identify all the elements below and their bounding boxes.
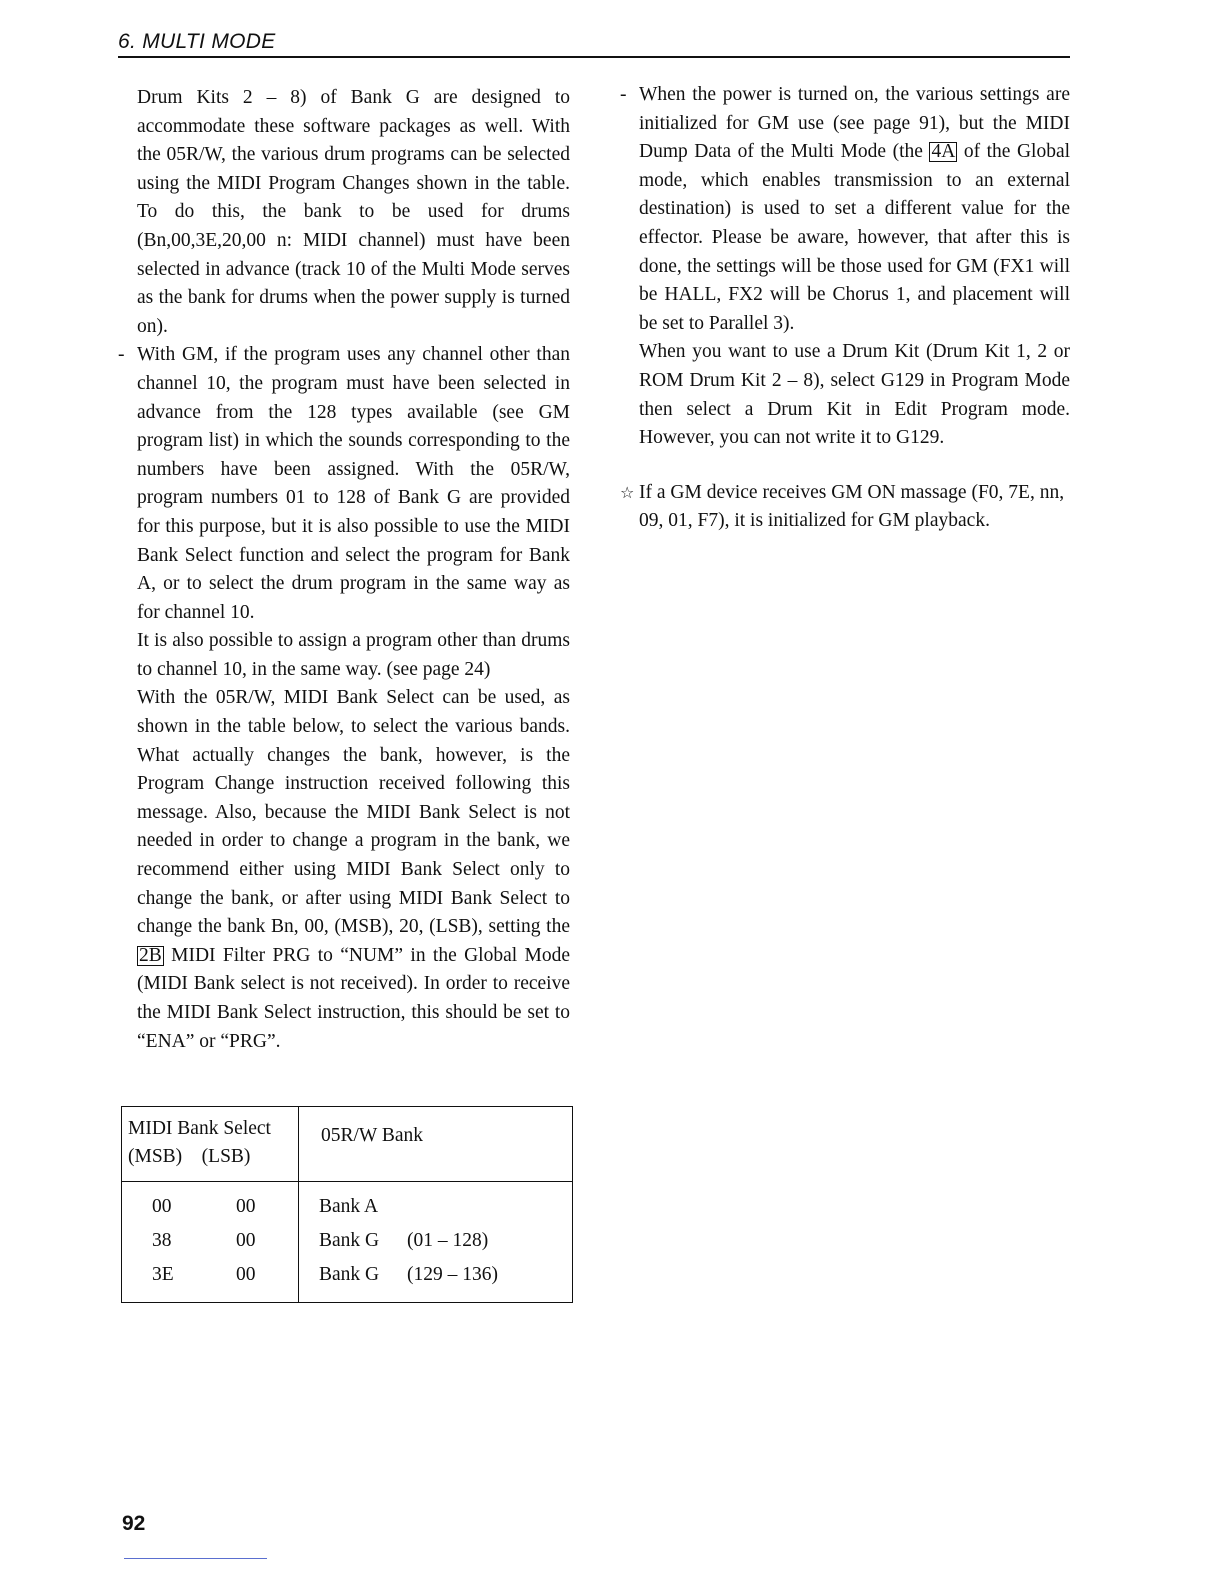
table-body [122, 1182, 573, 1303]
bank-name: Bank G [319, 1230, 380, 1251]
header-midi-bank-select [122, 1107, 299, 1182]
right-bullet-1-part-b: of the Global mode, which enables transmission to an external destination) is used to set a different value for the effector. Please be aware, however, that after this is done, the settings will be those used for GM (FX1 will be HALL, FX2 will be Chorus 1, and placement will be set to Parallel 3). [639, 141, 1071, 334]
lsb-value: 00 [236, 1230, 256, 1251]
left-paragraph-1: Drum Kits 2 – 8) of Bank G are designed to accommodate these software packages as well. With the 05R/W, the various drum programs can be selected using the MIDI Program Changes shown in the table. To do this, the bank to be used for drums (Bn,00,3E,20,00 n: MIDI channel) must have been selected in advance (track 10 of the Multi Mode serves as the bank for drums when the power supply is turned on). [137, 87, 570, 337]
right-bullet-1-text [620, 81, 1070, 338]
left-column [118, 84, 570, 1056]
right-bullet-1 [620, 81, 1070, 338]
key-label-4a: 4A [931, 141, 956, 163]
lsb-value: 00 [236, 1196, 256, 1217]
header-05rw-bank: 05R/W Bank [299, 1107, 573, 1182]
header-msb-lsb-label: (MSB) (LSB) [128, 1146, 251, 1167]
header-midi-bank-select-label: MIDI Bank Select [128, 1118, 271, 1139]
table-row [122, 1190, 298, 1224]
bank-range: (129 – 136) [407, 1264, 498, 1285]
table-row [122, 1224, 298, 1258]
left-paragraph-3-part-a: With the 05R/W, MIDI Bank Select can be used, as shown in the table below, to select the various bands. What actually changes the bank, however, is the Program Change instruction received following this message. Also, because the MIDI Bank Select is not needed in order to change a program in the bank, we recommend either using MIDI Bank Select only to change the bank, or after using MIDI Bank Select to change the bank Bn, 00, (MSB), 20, (LSB), setting the [137, 687, 570, 938]
left-bullet-1 [118, 341, 570, 627]
table-row [319, 1190, 572, 1224]
bank-select-table [121, 1106, 573, 1303]
table-row [122, 1258, 298, 1292]
section-title: 6. MULTI MODE [118, 30, 276, 53]
page-number: 92 [122, 1512, 146, 1535]
msb-value: 3E [152, 1264, 174, 1285]
right-paragraph-2: When you want to use a Drum Kit (Drum Kit 1, 2 or ROM Drum Kit 2 – 8), select G129 in Program Mode then select a Drum Kit in Edit Program mode. However, you can not write it to G129. [639, 341, 1070, 449]
bank-range: (01 – 128) [407, 1230, 489, 1251]
bank-name: Bank G [319, 1264, 380, 1285]
lsb-value: 00 [236, 1264, 256, 1285]
bullet-dash: - [118, 344, 125, 366]
right-column [620, 81, 1070, 536]
msb-lsb-values [122, 1182, 299, 1303]
left-paragraph-3 [118, 684, 570, 1056]
bank-name: Bank A [319, 1196, 379, 1217]
footer-divider [124, 1558, 267, 1559]
key-label-2b: 2B [139, 944, 162, 966]
left-paragraph-3-part-b: MIDI Filter PRG to “NUM” in the Global Mode (MIDI Bank select is not received). In order to receive the MIDI Bank Select instruction, this should be set to “ENA” or “PRG”. [137, 944, 570, 1052]
table-row [319, 1224, 572, 1258]
left-bullet-1-text: With GM, if the program uses any channel other than channel 10, the program must have been selected in advance from the 128 types available (see GM program list) in which the sounds corresponding to the numbers have been assigned. With the 05R/W, program numbers 01 to 128 of Bank G are provided for this purpose, but it is also possible to use the MIDI Bank Select function and select the program for Bank A, or to select the drum program in the same way as for channel 10. [137, 344, 570, 623]
table-header-row [122, 1107, 573, 1182]
gm-note-text: If a GM device receives GM ON massage (F0, 7E, nn, 09, 01, F7), it is initialized for GM playback. [639, 481, 1065, 532]
bank-values [299, 1182, 573, 1303]
bullet-dash: - [620, 84, 627, 105]
page-header [118, 26, 1070, 58]
msb-value: 00 [152, 1196, 172, 1217]
right-bullet-1-part-a: When the power is turned on, the various settings are initialized for GM use (see page 91), but the MIDI Dump Data of the Multi Mode (the [639, 84, 1070, 163]
star-icon: ☆ [620, 482, 635, 502]
msb-value: 38 [152, 1230, 172, 1251]
gm-note [620, 479, 1070, 536]
table-row [319, 1258, 572, 1292]
left-paragraph-2: It is also possible to assign a program other than drums to channel 10, in the same way. (see page 24) [137, 630, 570, 680]
